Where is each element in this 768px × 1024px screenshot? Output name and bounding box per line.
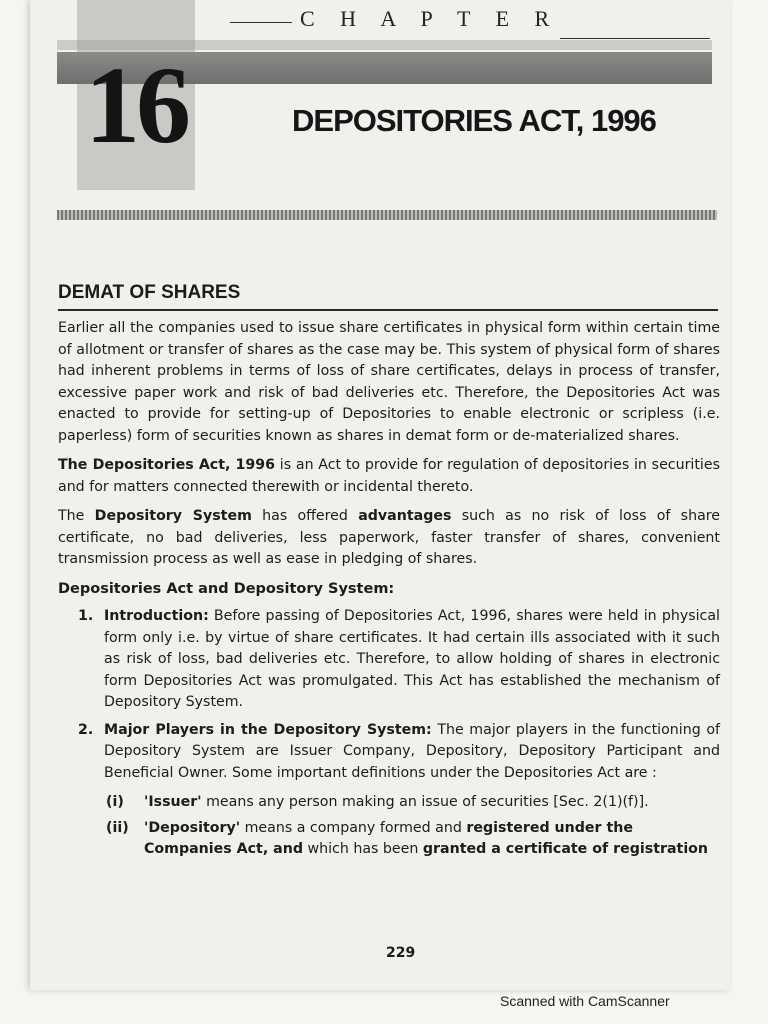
definition-item: [106, 792, 720, 814]
definition-number: (i): [106, 794, 124, 810]
text-run: has offered: [251, 508, 359, 524]
definition-text: means any person making an issue of securities [Sec. 2(1)(f)].: [201, 794, 649, 810]
text-run: such as no risk of loss of share certificate, no bad deliveries, less paperwork, faster transfer of shares, convenient transmission process as well as ease in pledging of shares.: [58, 508, 721, 567]
chapter-title: DEPOSITORIES ACT, 1996: [292, 103, 656, 138]
paragraph-intro: Earlier all the companies used to issue share certificates in physical form within certain time of allotment or transfer of shares as the case may be. This system of physical form of shares had inherent problems in terms of loss of share certificates, delays in process of transfer, excessive paper work and risk of bad deliveries etc. Therefore, the Depositories Act was enacted to provide for setting-up of Depositories to enable electronic or scripless (i.e. paperless) form of securities known as shares in demat form or de-materialized shares.: [58, 320, 720, 444]
sub-heading: Depositories Act and Depository System:: [58, 580, 395, 597]
item-number: 1.: [78, 608, 94, 624]
item-title: Introduction:: [104, 608, 209, 624]
numbered-item: [78, 720, 720, 785]
section-rule: [58, 309, 718, 311]
chapter-rule-right: [560, 38, 710, 39]
item-title: Major Players in the Depository System:: [104, 721, 432, 738]
act-description: is an Act to provide for regulation of depositories in securities and for matters connected therewith or incidental thereto.: [58, 457, 720, 495]
definition-text: means a company formed and: [240, 819, 467, 836]
chapter-rule-left: [230, 22, 292, 23]
section-heading: DEMAT OF SHARES: [58, 282, 241, 303]
item-number: 2.: [78, 721, 94, 738]
item-text: Before passing of Depositories Act, 1996, shares were held in physical form only i.e. by virtue of share certificates. It had certain ills associated with it such as risk of loss, bad deliveries etc. Therefore, to allow holding of shares in electronic form Depositories Act was promulgated. This Act has established the mechanism of Depository System.: [104, 608, 720, 710]
page-number: 229: [386, 945, 416, 961]
act-name: The Depositories Act, 1996: [58, 457, 276, 473]
definition-term: 'Depository': [144, 819, 241, 836]
chapter-number: 16: [85, 44, 187, 166]
depository-system-term: Depository System: [94, 508, 252, 524]
definition-emphasis: granted a certificate of registration: [422, 841, 709, 857]
advantages-term: advantages: [358, 508, 452, 524]
definition-term: 'Issuer': [144, 794, 202, 810]
definition-body: [144, 818, 720, 861]
definition-text: which has been: [302, 841, 423, 857]
item-body: [104, 720, 720, 785]
definition-item: [106, 818, 720, 861]
definition-body: [144, 792, 720, 814]
chapter-label: C H A P T E R: [300, 6, 560, 31]
hatched-divider: [57, 210, 717, 220]
section-body: [58, 318, 720, 865]
scan-watermark: Scanned with CamScanner: [500, 993, 670, 1009]
definition-number: (ii): [106, 819, 129, 836]
numbered-item: [78, 606, 720, 714]
paragraph-act-definition: [58, 455, 720, 498]
item-text: The major players in the functioning of Depository System are Issuer Company, Depository, Depository Participant and Beneficial Owner. Some important definitions under the Depositories Act are :: [104, 721, 720, 781]
paragraph-advantages: [58, 506, 720, 571]
text-run: The: [58, 508, 95, 524]
item-body: [104, 606, 720, 714]
definition-emphasis: registered under the Companies Act, and: [144, 819, 633, 857]
